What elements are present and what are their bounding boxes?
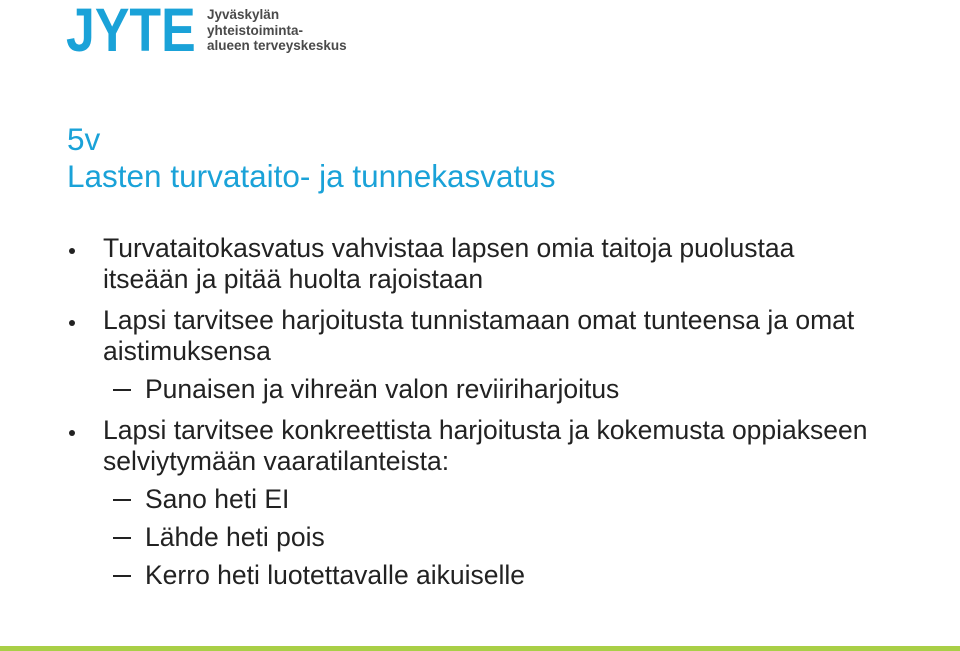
logo-text-line: alueen terveyskeskus [207, 38, 347, 53]
sub-bullet-item [0, 484, 960, 515]
sub-bullet-item [0, 522, 960, 553]
bullet-line: Turvataitokasvatus vahvistaa lapsen omia taitoja puolustaa [103, 233, 795, 263]
slide-title [67, 121, 556, 195]
logo-text-line: Jyväskylän [207, 7, 280, 22]
dash-icon [113, 499, 131, 501]
logo [0, 0, 360, 64]
footer-line [0, 646, 960, 651]
sub-bullet-item [0, 374, 960, 405]
bullet-item [0, 233, 960, 295]
dash-icon [113, 537, 131, 539]
bullet-dot-icon [69, 430, 75, 436]
bullet-line: Lapsi tarvitsee konkreettista harjoitusta ja kokemusta oppiakseen [103, 415, 868, 445]
sub-bullet-line: Kerro heti luotettavalle aikuiselle [145, 560, 526, 590]
bullet-dot-icon [69, 320, 75, 326]
bullet-line: Lapsi tarvitsee harjoitusta tunnistamaan omat tunteensa ja omat [103, 305, 855, 335]
sub-bullet-line: Lähde heti pois [145, 522, 325, 552]
dash-icon [113, 389, 131, 391]
logo-text-line: yhteistoiminta- [207, 22, 304, 38]
bullet-list [0, 233, 960, 591]
slide-title-line: 5v [67, 121, 101, 157]
bullet-item [0, 305, 960, 367]
sub-bullet-line: Punaisen ja vihreän valon reviiriharjoitus [145, 374, 620, 404]
bullet-line: itseään ja pitää huolta rajoistaan [103, 264, 484, 294]
bullet-line: selviytymään vaaratilanteista: [103, 446, 450, 476]
bullet-dot-icon [69, 248, 75, 254]
slide-title-line: Lasten turvataito- ja tunnekasvatus [67, 158, 556, 194]
bullet-line: aistimuksensa [103, 336, 271, 366]
logo-organization-name [207, 7, 347, 54]
dash-icon [113, 575, 131, 577]
bullet-item [0, 415, 960, 477]
sub-bullet-line: Sano heti EI [145, 484, 290, 514]
logo-wordmark: JYTE [66, 0, 196, 64]
sub-bullet-item [0, 560, 960, 591]
